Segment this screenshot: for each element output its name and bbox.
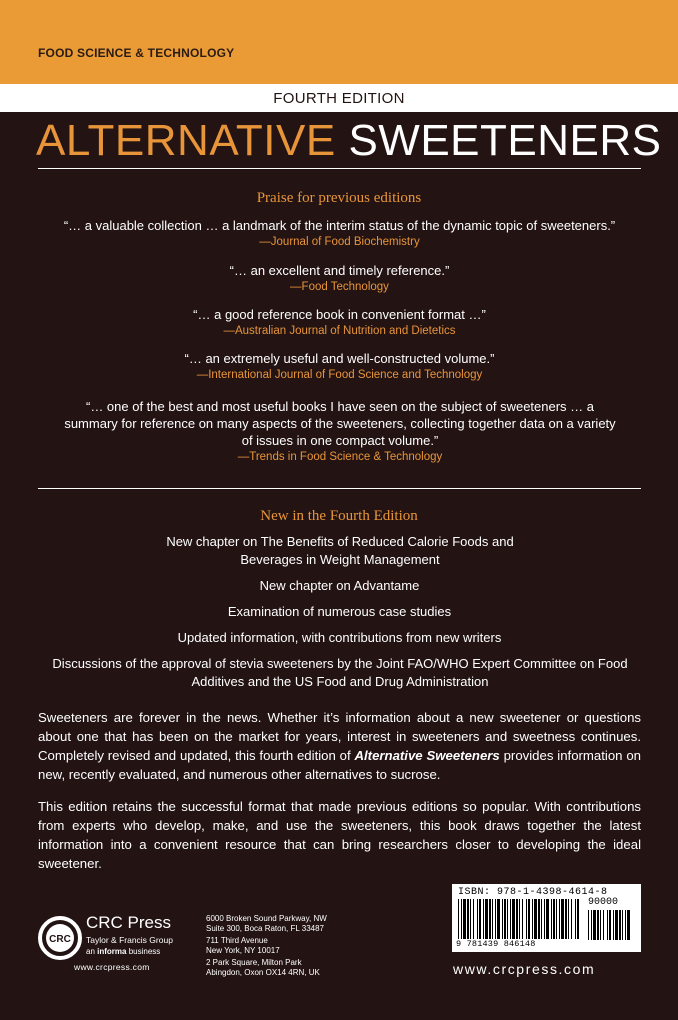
barcode-bar [615,910,618,940]
title-divider [38,168,641,169]
barcode-bar [613,910,614,940]
book-title [36,115,662,167]
barcode-bar [588,910,589,940]
new-edition-item: Examination of numerous case studies [227,604,452,619]
barcode-bar [495,899,496,939]
barcode-bar [622,910,623,940]
barcode-bar [502,899,503,939]
barcode-bar [497,899,500,939]
publisher-informa [86,947,160,956]
publisher-address [206,936,280,956]
praise-quote: “… an excellent and timely reference.” [229,263,450,278]
praise-item [38,262,641,295]
barcode-bar [504,899,506,939]
logo-text: CRC [49,934,71,945]
informa-brand: informa [97,947,127,956]
praise-source: —Food Technology [290,281,389,293]
publisher-group: Taylor & Francis Group [86,935,173,945]
footer-website[interactable]: www.crcpress.com [453,961,596,977]
barcode-bar [461,899,462,939]
barcode-bar [541,899,542,939]
book-title-inline: Alternative Sweeteners [354,748,500,763]
addon-barcode-icon [588,910,636,940]
new-edition-item: New chapter on The Benefits of Reduced Calorie Foods and Beverages in Weight Management [166,534,514,567]
publisher-address [206,914,327,934]
address-line: New York, NY 10017 [206,946,280,955]
praise-item [38,217,641,250]
barcode-bar [532,899,533,939]
barcode-bar [565,899,567,939]
barcode-icon [458,899,580,939]
barcode-bar [510,899,511,939]
barcode-bar [597,910,599,940]
barcode-bar [561,899,564,939]
barcode-bar [609,910,611,940]
description-paragraph [38,708,641,784]
edition-label: FOURTH EDITION [273,90,405,107]
new-edition-item: Updated information, with contributions from new writers [177,630,502,645]
barcode-bar [556,899,557,939]
barcode-bar [568,899,569,939]
praise-source: —International Journal of Food Science and Technology [196,369,483,381]
barcode-bar [519,899,520,939]
crc-logo-icon [38,916,82,960]
price-code: 90000 [588,897,619,908]
barcode-bar [591,910,592,940]
address-line: 2 Park Square, Milton Park [206,958,302,967]
new-edition-item: New chapter on Advantame [259,578,420,593]
barcode-bar [600,910,601,940]
barcode-bar [627,910,630,940]
praise-source: —Trends in Food Science & Technology [237,451,443,463]
barcode-bar [577,899,579,939]
barcode-bar [593,910,596,940]
publisher-address [206,958,320,978]
praise-heading: Praise for previous editions [256,190,422,206]
section-divider [38,488,641,489]
title-part-2: SWEETENERS [348,116,662,165]
praise-source: —Australian Journal of Nutrition and Dietetics [223,325,456,337]
address-line: Suite 300, Boca Raton, FL 33487 [206,924,325,933]
barcode-bar [544,899,545,939]
barcode-bar [625,910,626,940]
barcode-bar [528,899,530,939]
barcode-bar [546,899,549,939]
praise-item [38,306,641,339]
series-label: FOOD SCIENCE & TECHNOLOGY [38,46,235,60]
address-line: 711 Third Avenue [206,936,268,945]
address-line: Abingdon, Oxon OX14 4RN, UK [206,968,320,977]
barcode-bar [522,899,523,939]
barcode-bar [553,899,555,939]
barcode-bar [526,899,527,939]
title-part-1: ALTERNATIVE [36,116,336,165]
barcode-bar [559,899,560,939]
address-line: 6000 Broken Sound Parkway, NW [206,914,327,923]
barcode-bar [470,899,471,939]
barcode-bar [473,899,474,939]
barcode-bar [479,899,481,939]
praise-quote: “… one of the best and most useful books I have seen on the subject of sweeteners … a summary for reference on many aspects of the sweeteners, collecting together data on a variety of issues in one compact volume.” [64,399,616,448]
barcode-bar [603,910,604,940]
barcode-bar [607,910,608,940]
top-orange-band [0,0,678,84]
barcode-bar [507,899,508,939]
barcode-bar [516,899,518,939]
description-text: provides information on new, recently evaluated, and numerous other alternatives to sucrose. [38,748,641,782]
publisher-name: CRC Press [86,913,172,932]
new-edition-heading: New in the Fourth Edition [260,508,418,524]
praise-item [38,350,641,383]
barcode-bar [619,910,621,940]
praise-source: —Journal of Food Biochemistry [259,236,420,248]
ean-digits: 9 781439 846148 [456,939,536,949]
barcode-bar [538,899,540,939]
informa-prefix: an [86,947,98,956]
new-edition-item: Discussions of the approval of stevia sweeteners by the Joint FAO/WHO Expert Committee on Food Additives and the US Food and Drug Administration [52,656,628,689]
barcode-bar [463,899,466,939]
barcode-bar [477,899,478,939]
barcode-bar [512,899,515,939]
praise-item [60,398,620,465]
praise-quote: “… a valuable collection … a landmark of the interim status of the dynamic topic of sweeteners.” [63,218,616,233]
description-paragraph: This edition retains the successful format that made previous editions so popular. With contributions from experts who develop, make, and use the sweeteners, this book draws together the latest information into a convenient resource that can bring researchers closer to developing the ideal sweetener. [38,799,641,871]
publisher-website[interactable]: www.crcpress.com [74,962,150,972]
praise-quote: “… an extremely useful and well-constructed volume.” [184,351,495,366]
barcode-bar [551,899,552,939]
barcode-bar [467,899,469,939]
barcode-bar [534,899,537,939]
barcode-bar [483,899,484,939]
description-text: Sweeteners are forever in the news. Whether it’s information about a new sweetener or questions about one that has been on the market for years, interest in sweeteners and sweetness continues. Completely revised and updated, this fourth edition of [38,710,641,763]
praise-quote: “… a good reference book in convenient format …” [193,307,486,322]
barcode-bar [492,899,493,939]
barcode-bar [489,899,491,939]
barcode-bar [575,899,576,939]
barcode-bar [485,899,488,939]
barcode-bar [571,899,572,939]
isbn-label: ISBN: 978-1-4398-4614-8 [458,887,608,898]
barcode-bar [458,899,459,939]
informa-suffix: business [126,947,161,956]
